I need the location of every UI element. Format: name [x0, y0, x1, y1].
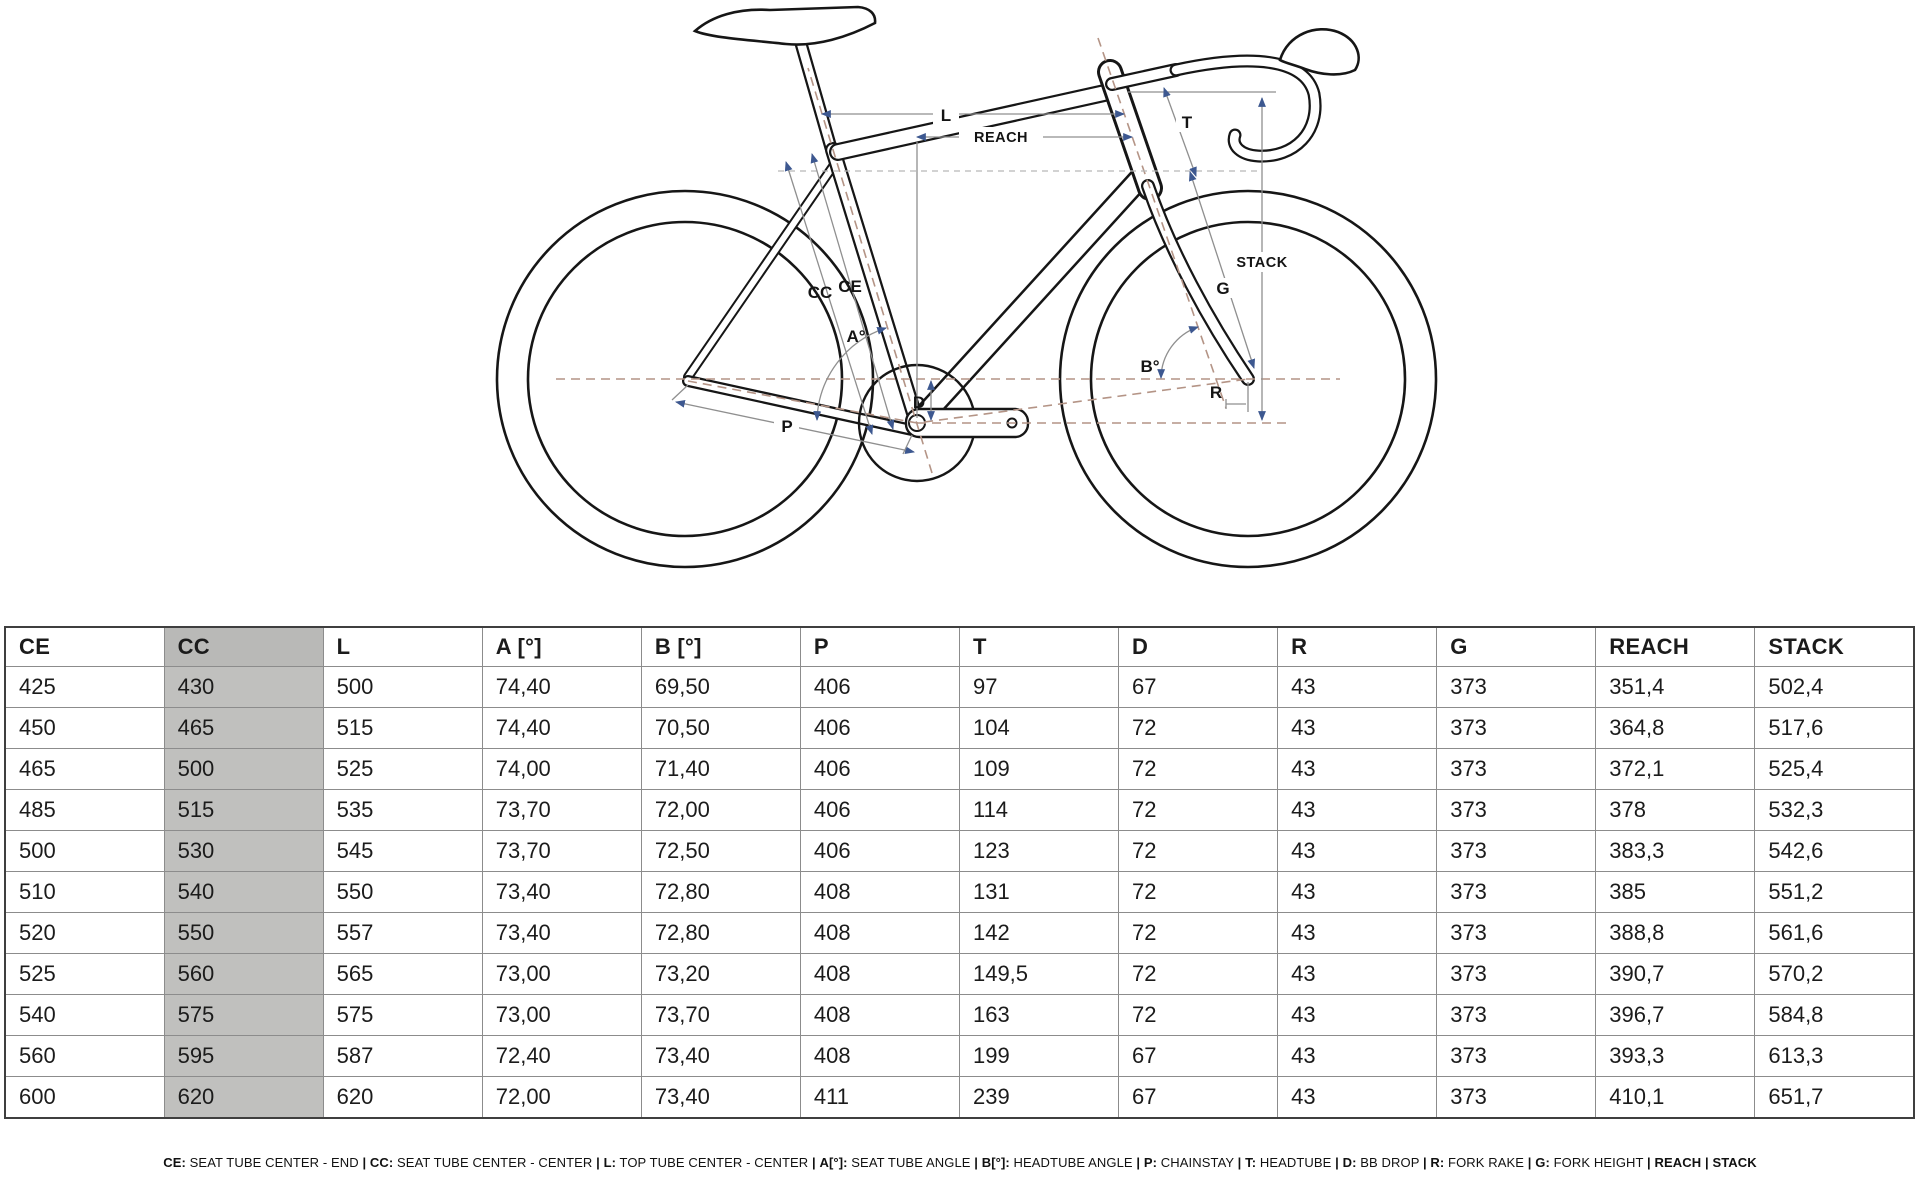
label-t: T: [1181, 113, 1193, 132]
table-cell: 373: [1437, 667, 1596, 708]
legend-key: A[°]:: [819, 1155, 848, 1170]
table-cell: 550: [323, 872, 482, 913]
table-cell: 535: [323, 790, 482, 831]
table-cell: 67: [1119, 667, 1278, 708]
table-cell: 74,40: [482, 667, 641, 708]
table-row: [5, 872, 1914, 913]
table-cell: 525: [323, 749, 482, 790]
table-cell: 67: [1119, 1077, 1278, 1119]
table-cell: 109: [959, 749, 1118, 790]
table-cell: 72,40: [482, 1036, 641, 1077]
table-cell: 73,40: [641, 1036, 800, 1077]
table-cell: 406: [800, 708, 959, 749]
column-header-reach: REACH: [1596, 627, 1755, 667]
column-header-stack: STACK: [1755, 627, 1914, 667]
table-cell: 393,3: [1596, 1036, 1755, 1077]
table-cell: 560: [5, 1036, 164, 1077]
table-cell: 72: [1119, 995, 1278, 1036]
table-cell: 408: [800, 1036, 959, 1077]
table-cell: 373: [1437, 749, 1596, 790]
table-row: [5, 954, 1914, 995]
legend-separator: |: [362, 1155, 367, 1170]
table-cell: 575: [164, 995, 323, 1036]
frame: [688, 40, 1315, 430]
table-cell: 408: [800, 913, 959, 954]
table-cell: 515: [164, 790, 323, 831]
column-header-a: A [°]: [482, 627, 641, 667]
table-cell: 131: [959, 872, 1118, 913]
table-row: [5, 1036, 1914, 1077]
table-cell: 373: [1437, 913, 1596, 954]
table-cell: 351,4: [1596, 667, 1755, 708]
table-cell: 72,00: [482, 1077, 641, 1119]
table-cell: 67: [1119, 1036, 1278, 1077]
table-cell: 123: [959, 831, 1118, 872]
table-cell: 373: [1437, 708, 1596, 749]
table-cell: 72,50: [641, 831, 800, 872]
legend-separator: |: [1422, 1155, 1427, 1170]
table-cell: 364,8: [1596, 708, 1755, 749]
table-cell: 530: [164, 831, 323, 872]
label-d: D: [912, 393, 926, 412]
table-cell: 515: [323, 708, 482, 749]
table-cell: 500: [5, 831, 164, 872]
table-row: [5, 913, 1914, 954]
label-reach: REACH: [973, 130, 1029, 146]
legend-separator: |: [812, 1155, 816, 1170]
table-cell: 411: [800, 1077, 959, 1119]
label-ce: CE: [838, 277, 862, 296]
table-cell: 73,40: [482, 872, 641, 913]
legend-separator: |: [974, 1155, 979, 1170]
table-cell: 545: [323, 831, 482, 872]
table-cell: 43: [1278, 913, 1437, 954]
table-cell: 373: [1437, 790, 1596, 831]
table-cell: 73,40: [641, 1077, 800, 1119]
table-cell: 390,7: [1596, 954, 1755, 995]
label-stack: STACK: [1236, 255, 1288, 271]
table-cell: 239: [959, 1077, 1118, 1119]
table-cell: 408: [800, 954, 959, 995]
table-cell: 104: [959, 708, 1118, 749]
table-cell: 72,80: [641, 872, 800, 913]
table-cell: 373: [1437, 1077, 1596, 1119]
label-g: G: [1216, 279, 1230, 298]
table-cell: 540: [5, 995, 164, 1036]
legend-key: D:: [1342, 1155, 1357, 1170]
table-cell: 163: [959, 995, 1118, 1036]
table-cell: 142: [959, 913, 1118, 954]
column-header-g: G: [1437, 627, 1596, 667]
legend-key: STACK: [1712, 1155, 1757, 1170]
table-cell: 378: [1596, 790, 1755, 831]
legend-bar: CE: SEAT TUBE CENTER - END | CC: SEAT TUBE CENTER - CENTER | L: TOP TUBE CENTER - CENTER | A[°]: SEAT TUBE ANGLE | B[°]: HEADTUBE ANGLE | P: CHAINSTAY | T: HEADTUBE | D: BB DROP | R: FORK RAKE | G: FORK HEIGHT | REACH | STACK: [163, 1155, 1757, 1170]
table-row: [5, 995, 1914, 1036]
table-row: [5, 790, 1914, 831]
table-cell: 74,40: [482, 708, 641, 749]
table-cell: 500: [164, 749, 323, 790]
legend-key: P:: [1143, 1155, 1158, 1170]
table-cell: 570,2: [1755, 954, 1914, 995]
table-cell: 73,20: [641, 954, 800, 995]
table-cell: 97: [959, 667, 1118, 708]
label-a-angle: A°: [846, 327, 866, 346]
table-cell: 383,3: [1596, 831, 1755, 872]
legend-key: B[°]:: [981, 1155, 1010, 1170]
table-body: [5, 667, 1914, 1119]
table-cell: 43: [1278, 1077, 1437, 1119]
table-cell: 485: [5, 790, 164, 831]
table-cell: 72,00: [641, 790, 800, 831]
table-cell: 388,8: [1596, 913, 1755, 954]
column-header-d: D: [1119, 627, 1278, 667]
table-cell: 406: [800, 667, 959, 708]
table-cell: 72: [1119, 708, 1278, 749]
table-cell: 373: [1437, 831, 1596, 872]
table-cell: 72: [1119, 954, 1278, 995]
table-cell: 74,00: [482, 749, 641, 790]
table-cell: 651,7: [1755, 1077, 1914, 1119]
table-cell: 410,1: [1596, 1077, 1755, 1119]
table-cell: 43: [1278, 749, 1437, 790]
table-row: [5, 667, 1914, 708]
legend-key: REACH: [1654, 1155, 1702, 1170]
table-cell: 72,80: [641, 913, 800, 954]
table-cell: 72: [1119, 831, 1278, 872]
column-header-cc: CC: [164, 627, 323, 667]
legend-separator: |: [596, 1155, 600, 1170]
table-cell: 385: [1596, 872, 1755, 913]
table-cell: 465: [5, 749, 164, 790]
table-cell: 540: [164, 872, 323, 913]
legend-separator: |: [1136, 1155, 1141, 1170]
table-cell: 70,50: [641, 708, 800, 749]
legend-key: R:: [1430, 1155, 1445, 1170]
column-header-ce: CE: [5, 627, 164, 667]
table-cell: 72: [1119, 749, 1278, 790]
table-cell: 517,6: [1755, 708, 1914, 749]
table-cell: 43: [1278, 790, 1437, 831]
table-cell: 450: [5, 708, 164, 749]
table-cell: 43: [1278, 1036, 1437, 1077]
table-cell: 396,7: [1596, 995, 1755, 1036]
table-cell: 557: [323, 913, 482, 954]
table-cell: 406: [800, 749, 959, 790]
table-cell: 73,00: [482, 995, 641, 1036]
table-cell: 373: [1437, 872, 1596, 913]
table-cell: 406: [800, 790, 959, 831]
table-cell: 500: [323, 667, 482, 708]
label-r: R: [1209, 383, 1223, 402]
table-cell: 373: [1437, 1036, 1596, 1077]
column-header-r: R: [1278, 627, 1437, 667]
table-cell: 565: [323, 954, 482, 995]
table-cell: 525,4: [1755, 749, 1914, 790]
table-cell: 372,1: [1596, 749, 1755, 790]
geometry-table: [4, 626, 1915, 1119]
table-cell: 199: [959, 1036, 1118, 1077]
table-cell: 73,00: [482, 954, 641, 995]
table-cell: 72: [1119, 790, 1278, 831]
legend-key: CE:: [163, 1155, 186, 1170]
table-cell: 584,8: [1755, 995, 1914, 1036]
table-cell: 620: [323, 1077, 482, 1119]
table-cell: 373: [1437, 995, 1596, 1036]
table-cell: 425: [5, 667, 164, 708]
table-cell: 408: [800, 995, 959, 1036]
table-cell: 43: [1278, 708, 1437, 749]
saddle: [695, 7, 875, 45]
table-cell: 69,50: [641, 667, 800, 708]
table-cell: 542,6: [1755, 831, 1914, 872]
legend-key: T:: [1245, 1155, 1257, 1170]
table-cell: 465: [164, 708, 323, 749]
table-cell: 149,5: [959, 954, 1118, 995]
legend-separator: |: [1704, 1155, 1709, 1170]
dashed-axis-lines: [556, 38, 1340, 473]
table-cell: 72: [1119, 872, 1278, 913]
column-header-p: P: [800, 627, 959, 667]
column-header-b: B [°]: [641, 627, 800, 667]
label-l: L: [940, 106, 952, 125]
table-cell: 43: [1278, 872, 1437, 913]
table-cell: 600: [5, 1077, 164, 1119]
legend-separator: |: [1527, 1155, 1532, 1170]
table-cell: 43: [1278, 831, 1437, 872]
table-cell: 550: [164, 913, 323, 954]
table-cell: 525: [5, 954, 164, 995]
table-cell: 43: [1278, 667, 1437, 708]
table-cell: 613,3: [1755, 1036, 1914, 1077]
table-cell: 406: [800, 831, 959, 872]
table-cell: 73,70: [482, 831, 641, 872]
table-cell: 560: [164, 954, 323, 995]
table-header-row: [5, 627, 1914, 667]
table-cell: 520: [5, 913, 164, 954]
table-row: [5, 708, 1914, 749]
table-cell: 620: [164, 1077, 323, 1119]
table-row: [5, 831, 1914, 872]
table-cell: 73,70: [641, 995, 800, 1036]
legend-separator: |: [1237, 1155, 1242, 1170]
table-cell: 71,40: [641, 749, 800, 790]
legend-separator: |: [1335, 1155, 1339, 1170]
table-cell: 73,70: [482, 790, 641, 831]
label-b-angle: B°: [1140, 357, 1160, 376]
table-row: [5, 749, 1914, 790]
legend-separator: |: [1647, 1155, 1651, 1170]
table-cell: 595: [164, 1036, 323, 1077]
table-cell: 43: [1278, 954, 1437, 995]
table-cell: 587: [323, 1036, 482, 1077]
column-header-t: T: [959, 627, 1118, 667]
table-cell: 43: [1278, 995, 1437, 1036]
table-cell: 532,3: [1755, 790, 1914, 831]
table-cell: 114: [959, 790, 1118, 831]
table-cell: 73,40: [482, 913, 641, 954]
table-cell: 72: [1119, 913, 1278, 954]
table-cell: 561,6: [1755, 913, 1914, 954]
table-row: [5, 1077, 1914, 1119]
label-p: P: [781, 417, 793, 436]
table-cell: 510: [5, 872, 164, 913]
table-cell: 373: [1437, 954, 1596, 995]
table-cell: 551,2: [1755, 872, 1914, 913]
label-cc: CC: [807, 283, 833, 302]
table-cell: 575: [323, 995, 482, 1036]
column-header-l: L: [323, 627, 482, 667]
legend-key: G:: [1535, 1155, 1550, 1170]
legend-key: L:: [603, 1155, 617, 1170]
table-cell: 502,4: [1755, 667, 1914, 708]
table-cell: 430: [164, 667, 323, 708]
legend-key: CC:: [369, 1155, 394, 1170]
table-cell: 408: [800, 872, 959, 913]
